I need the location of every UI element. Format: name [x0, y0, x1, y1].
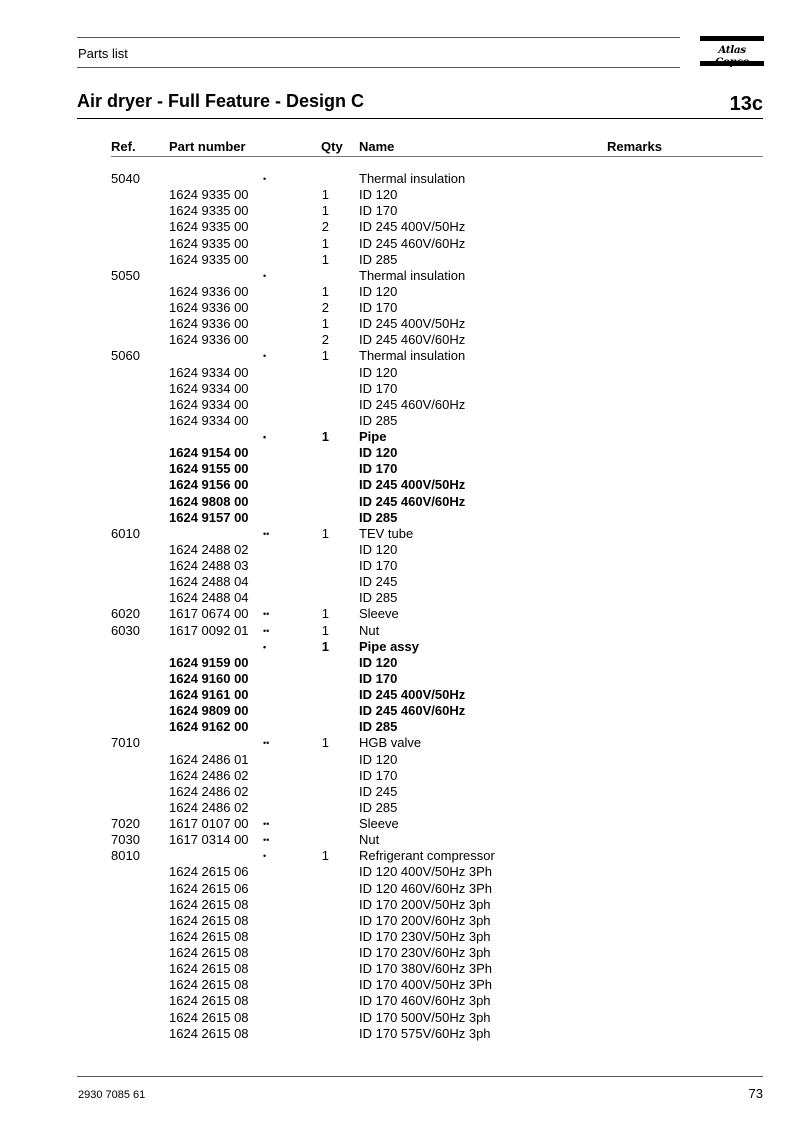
- name-cell: ID 120: [359, 187, 398, 203]
- name-cell: ID 170: [359, 380, 398, 396]
- name-cell: ID 170 200V/50Hz 3ph: [359, 896, 491, 912]
- part-number-cell: 1624 2615 08: [169, 961, 249, 977]
- table-row: [0, 445, 800, 461]
- interchangeability-dots: •: [263, 174, 267, 184]
- name-cell: Nut: [359, 622, 380, 638]
- table-row: [0, 236, 800, 252]
- qty-cell: 1: [321, 429, 329, 444]
- name-cell: ID 120: [359, 445, 398, 461]
- part-number-cell: 1617 0092 01: [169, 622, 249, 638]
- column-header-rule: [111, 156, 763, 157]
- table-row: [0, 784, 800, 800]
- table-row: [0, 510, 800, 526]
- table-row: [0, 752, 800, 768]
- part-number-cell: 1624 9334 00: [169, 380, 249, 396]
- interchangeability-dots: •: [263, 432, 267, 442]
- part-number-cell: 1624 9809 00: [169, 703, 249, 719]
- part-number-cell: 1624 9160 00: [169, 670, 249, 686]
- table-row: [0, 542, 800, 558]
- part-number-cell: 1624 2615 08: [169, 1025, 249, 1041]
- qty-cell: 1: [321, 235, 329, 251]
- name-cell: ID 285: [359, 590, 398, 606]
- name-cell: ID 245 400V/50Hz: [359, 477, 466, 493]
- table-row: [0, 413, 800, 429]
- name-cell: ID 285: [359, 412, 398, 428]
- table-row: [0, 300, 800, 316]
- name-cell: ID 170 230V/50Hz 3ph: [359, 928, 491, 944]
- qty-cell: 1: [321, 848, 329, 864]
- name-cell: ID 120: [359, 364, 398, 380]
- part-number-cell: 1624 9161 00: [169, 687, 249, 702]
- table-row: [0, 800, 800, 816]
- qty-cell: 1: [321, 283, 329, 299]
- part-number-cell: 1624 2615 08: [169, 1009, 249, 1025]
- table-row: [0, 897, 800, 913]
- part-number-cell: 1624 9808 00: [169, 493, 249, 509]
- column-header-name: Name: [359, 139, 395, 154]
- ref-cell: 5060: [111, 348, 140, 364]
- table-row: [0, 864, 800, 880]
- table-row: [0, 623, 800, 639]
- table-row: [0, 913, 800, 929]
- part-number-cell: 1624 9159 00: [169, 654, 249, 670]
- name-cell: ID 120 400V/50Hz 3Ph: [359, 864, 492, 880]
- table-row: [0, 203, 800, 219]
- page-title: Air dryer - Full Feature - Design C: [77, 91, 365, 111]
- table-row: [0, 961, 800, 977]
- ref-cell: 5040: [111, 171, 140, 186]
- qty-cell: 1: [321, 203, 329, 219]
- name-cell: ID 245 400V/50Hz: [359, 316, 466, 332]
- table-row: [0, 655, 800, 671]
- part-number-cell: 1624 2615 08: [169, 945, 249, 960]
- table-row: [0, 768, 800, 784]
- name-cell: ID 245 460V/60Hz: [359, 396, 466, 412]
- footer-rule: [77, 1076, 763, 1077]
- part-number-cell: 1624 9335 00: [169, 235, 249, 251]
- part-number-cell: 1624 2615 08: [169, 896, 249, 912]
- name-cell: ID 170 400V/50Hz 3Ph: [359, 977, 492, 993]
- name-cell: Pipe assy: [359, 638, 419, 654]
- parts-table-body: [0, 171, 800, 1042]
- name-cell: ID 245 460V/60Hz: [359, 703, 466, 719]
- table-row: [0, 348, 800, 364]
- ref-cell: 6020: [111, 606, 140, 622]
- part-number-cell: 1624 2486 02: [169, 783, 249, 799]
- header-top-rule: [77, 37, 680, 38]
- part-number-cell: 1624 9336 00: [169, 283, 249, 299]
- table-row: [0, 332, 800, 348]
- part-number-cell: 1624 2486 02: [169, 799, 249, 815]
- name-cell: ID 170: [359, 558, 398, 573]
- table-row: [0, 461, 800, 477]
- part-number-cell: 1624 9162 00: [169, 719, 249, 735]
- name-cell: ID 285: [359, 251, 398, 267]
- part-number-cell: 1624 9334 00: [169, 396, 249, 412]
- part-number-cell: 1624 9335 00: [169, 219, 249, 235]
- qty-cell: 1: [321, 638, 329, 654]
- table-row: [0, 284, 800, 300]
- name-cell: ID 285: [359, 719, 398, 735]
- table-row: [0, 977, 800, 993]
- name-cell: ID 245: [359, 574, 398, 590]
- footer-document-number: 2930 7085 61: [78, 1089, 146, 1101]
- name-cell: ID 170 500V/50Hz 3ph: [359, 1009, 491, 1025]
- interchangeability-dots: •: [263, 641, 267, 652]
- name-cell: Thermal insulation: [359, 348, 466, 364]
- name-cell: Sleeve: [359, 606, 399, 622]
- table-row: [0, 687, 800, 703]
- name-cell: Refrigerant compressor: [359, 848, 495, 864]
- table-row: [0, 477, 800, 493]
- table-row: [0, 881, 800, 897]
- section-number: 13c: [729, 93, 763, 115]
- qty-cell: 1: [321, 187, 329, 203]
- part-number-cell: 1624 9155 00: [169, 461, 249, 477]
- table-row: [0, 429, 800, 445]
- name-cell: ID 170: [359, 203, 398, 219]
- part-number-cell: 1624 9154 00: [169, 445, 249, 461]
- ref-cell: 8010: [111, 848, 140, 864]
- interchangeability-dots: ••: [263, 738, 270, 749]
- name-cell: ID 285: [359, 509, 398, 525]
- table-row: [0, 590, 800, 606]
- column-header-remarks: Remarks: [607, 139, 662, 154]
- part-number-cell: 1624 2486 01: [169, 751, 249, 767]
- part-number-cell: 1624 2615 08: [169, 977, 249, 993]
- name-cell: ID 245 400V/50Hz: [359, 687, 466, 702]
- part-number-cell: 1624 2615 06: [169, 864, 249, 880]
- ref-cell: 7020: [111, 816, 140, 831]
- qty-cell: 1: [321, 316, 329, 332]
- footer-page-number: 73: [748, 1086, 763, 1101]
- ref-cell: 5050: [111, 267, 140, 283]
- part-number-cell: 1624 2488 04: [169, 590, 249, 606]
- name-cell: Pipe: [359, 429, 387, 444]
- qty-cell: 1: [321, 525, 329, 541]
- interchangeability-dots: •: [263, 851, 267, 862]
- name-cell: ID 245 400V/50Hz: [359, 219, 466, 235]
- part-number-cell: 1624 9336 00: [169, 332, 249, 348]
- name-cell: ID 245 460V/60Hz: [359, 493, 466, 509]
- name-cell: ID 245 460V/60Hz: [359, 332, 466, 348]
- name-cell: ID 170 200V/60Hz 3ph: [359, 912, 491, 928]
- table-row: [0, 397, 800, 413]
- table-row: [0, 187, 800, 203]
- header-bottom-rule: [77, 67, 680, 68]
- name-cell: ID 120: [359, 751, 398, 767]
- table-row: [0, 1026, 800, 1042]
- table-row: [0, 816, 800, 832]
- qty-cell: 1: [321, 622, 329, 638]
- ref-cell: 7010: [111, 735, 140, 751]
- table-row: [0, 558, 800, 574]
- table-row: [0, 252, 800, 268]
- table-row: [0, 574, 800, 590]
- ref-cell: 6030: [111, 622, 140, 638]
- name-cell: ID 170 575V/60Hz 3ph: [359, 1025, 491, 1041]
- name-cell: ID 170: [359, 300, 398, 315]
- name-cell: ID 120: [359, 283, 398, 299]
- table-row: [0, 993, 800, 1009]
- part-number-cell: 1624 2615 08: [169, 928, 249, 944]
- table-row: [0, 929, 800, 945]
- name-cell: ID 120 460V/60Hz 3Ph: [359, 880, 492, 896]
- part-number-cell: 1624 9334 00: [169, 364, 249, 380]
- part-number-cell: 1624 9156 00: [169, 477, 249, 493]
- column-header-qty: Qty: [321, 139, 343, 154]
- interchangeability-dots: ••: [263, 835, 270, 846]
- interchangeability-dots: •: [263, 351, 267, 362]
- part-number-cell: 1624 2615 08: [169, 912, 249, 928]
- part-number-cell: 1624 2615 08: [169, 993, 249, 1009]
- column-header-part-number: Part number: [169, 139, 246, 154]
- name-cell: Nut: [359, 832, 380, 848]
- part-number-cell: 1617 0674 00: [169, 606, 249, 622]
- table-row: [0, 832, 800, 848]
- table-row: [0, 735, 800, 751]
- name-cell: ID 120: [359, 541, 398, 557]
- interchangeability-dots: ••: [263, 625, 270, 636]
- table-row: [0, 945, 800, 961]
- name-cell: ID 170: [359, 767, 398, 783]
- part-number-cell: 1624 9157 00: [169, 509, 249, 525]
- qty-cell: 2: [321, 300, 329, 315]
- name-cell: Sleeve: [359, 816, 399, 831]
- logo-top-bar: [700, 36, 764, 41]
- qty-cell: 2: [321, 332, 329, 348]
- table-row: [0, 219, 800, 235]
- atlas-copco-logo: [700, 36, 764, 67]
- table-row: [0, 268, 800, 284]
- table-row: [0, 848, 800, 864]
- qty-cell: 1: [321, 735, 329, 751]
- part-number-cell: 1624 9336 00: [169, 316, 249, 332]
- name-cell: ID 285: [359, 799, 398, 815]
- table-row: [0, 671, 800, 687]
- interchangeability-dots: ••: [263, 609, 270, 620]
- name-cell: ID 170 380V/60Hz 3Ph: [359, 961, 492, 977]
- name-cell: ID 170: [359, 461, 398, 477]
- table-row: [0, 171, 800, 187]
- ref-cell: 7030: [111, 832, 140, 848]
- interchangeability-dots: ••: [263, 819, 270, 829]
- logo-wordmark: Atlas: [718, 44, 746, 56]
- name-cell: ID 245: [359, 783, 398, 799]
- part-number-cell: 1624 2615 06: [169, 880, 249, 896]
- table-row: [0, 606, 800, 622]
- table-row: [0, 494, 800, 510]
- part-number-cell: 1624 9335 00: [169, 251, 249, 267]
- interchangeability-dots: ••: [263, 528, 270, 539]
- table-row: [0, 703, 800, 719]
- part-number-cell: 1624 9335 00: [169, 203, 249, 219]
- part-number-cell: 1624 9334 00: [169, 412, 249, 428]
- part-number-cell: 1624 2488 03: [169, 558, 249, 573]
- part-number-cell: 1624 2488 04: [169, 574, 249, 590]
- part-number-cell: 1624 9336 00: [169, 300, 249, 315]
- table-row: [0, 1010, 800, 1026]
- logo-bottom-bar: [700, 61, 764, 66]
- name-cell: Thermal insulation: [359, 171, 466, 186]
- table-row: [0, 526, 800, 542]
- table-row: [0, 365, 800, 381]
- name-cell: TEV tube: [359, 525, 414, 541]
- name-cell: ID 170 460V/60Hz 3ph: [359, 993, 491, 1009]
- part-number-cell: 1624 9335 00: [169, 187, 249, 203]
- name-cell: ID 245 460V/60Hz: [359, 235, 466, 251]
- title-rule: [77, 118, 763, 119]
- qty-cell: 1: [321, 251, 329, 267]
- table-row: [0, 381, 800, 397]
- part-number-cell: 1624 2488 02: [169, 541, 249, 557]
- qty-cell: 1: [321, 348, 329, 364]
- table-row: [0, 639, 800, 655]
- table-row: [0, 316, 800, 332]
- document-type-label: Parts list: [78, 46, 128, 61]
- ref-cell: 6010: [111, 525, 140, 541]
- name-cell: ID 170 230V/60Hz 3ph: [359, 945, 491, 960]
- name-cell: Thermal insulation: [359, 267, 466, 283]
- name-cell: ID 120: [359, 654, 398, 670]
- name-cell: ID 170: [359, 670, 398, 686]
- interchangeability-dots: •: [263, 270, 267, 281]
- qty-cell: 2: [321, 219, 329, 235]
- qty-cell: 1: [321, 606, 329, 622]
- name-cell: HGB valve: [359, 735, 422, 751]
- part-number-cell: 1617 0314 00: [169, 832, 249, 848]
- part-number-cell: 1617 0107 00: [169, 816, 249, 831]
- part-number-cell: 1624 2486 02: [169, 767, 249, 783]
- table-row: [0, 719, 800, 735]
- column-header-ref: Ref.: [111, 139, 136, 154]
